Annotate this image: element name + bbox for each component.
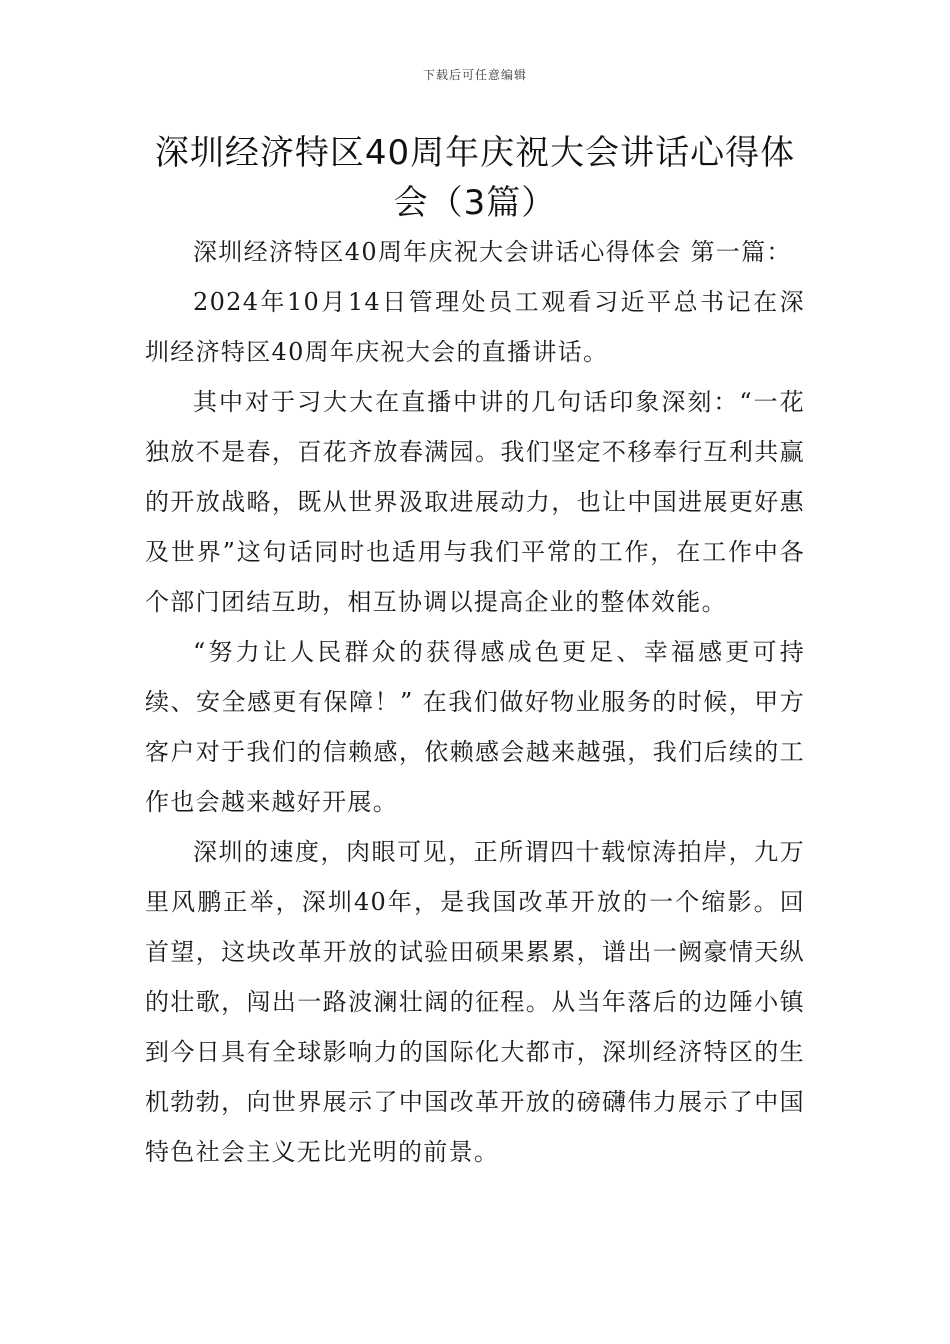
header-note: 下载后可任意编辑 — [422, 68, 527, 82]
document-body — [145, 227, 805, 1177]
paragraph-1: 2024年10月14日管理处员工观看习近平总书记在深圳经济特区40周年庆祝大会的直播讲话。 — [145, 288, 805, 366]
paragraph-4: 深圳的速度，肉眼可见，正所谓四十载惊涛拍岸，九万里风鹏正举，深圳40年，是我国改革开放的一个缩影。回首望，这块改革开放的试验田硕果累累，谱出一阙豪情天纵的壮歌，闯出一路波澜壮阔的征程。从当年落后的边陲小镇到今日具有全球影响力的国际化大都市，深圳经济特区的生机勃勃，向世界展示了中国改革开放的磅礴伟力展示了中国特色社会主义无比光明的前景。 — [145, 838, 805, 1166]
paragraph-2: 其中对于习大大在直播中讲的几句话印象深刻：“一花独放不是春，百花齐放春满园。我们坚定不移奉行互利共赢的开放战略，既从世界汲取进展动力，也让中国进展更好惠及世界”这句话同时也适用与我们平常的工作，在工作中各个部门团结互助，相互协调以提高企业的整体效能。 — [145, 388, 805, 616]
document-title: 深圳经济特区40周年庆祝大会讲话心得体会（3篇） — [154, 133, 796, 223]
paragraph-section-heading: 深圳经济特区40周年庆祝大会讲话心得体会 第一篇： — [193, 238, 792, 266]
paragraph-3: “努力让人民群众的获得感成色更足、幸福感更可持续、安全感更有保障！” 在我们做好物业服务的时候，甲方客户对于我们的信赖感，依赖感会越来越强，我们后续的工作也会越来越好开展。 — [145, 638, 805, 816]
